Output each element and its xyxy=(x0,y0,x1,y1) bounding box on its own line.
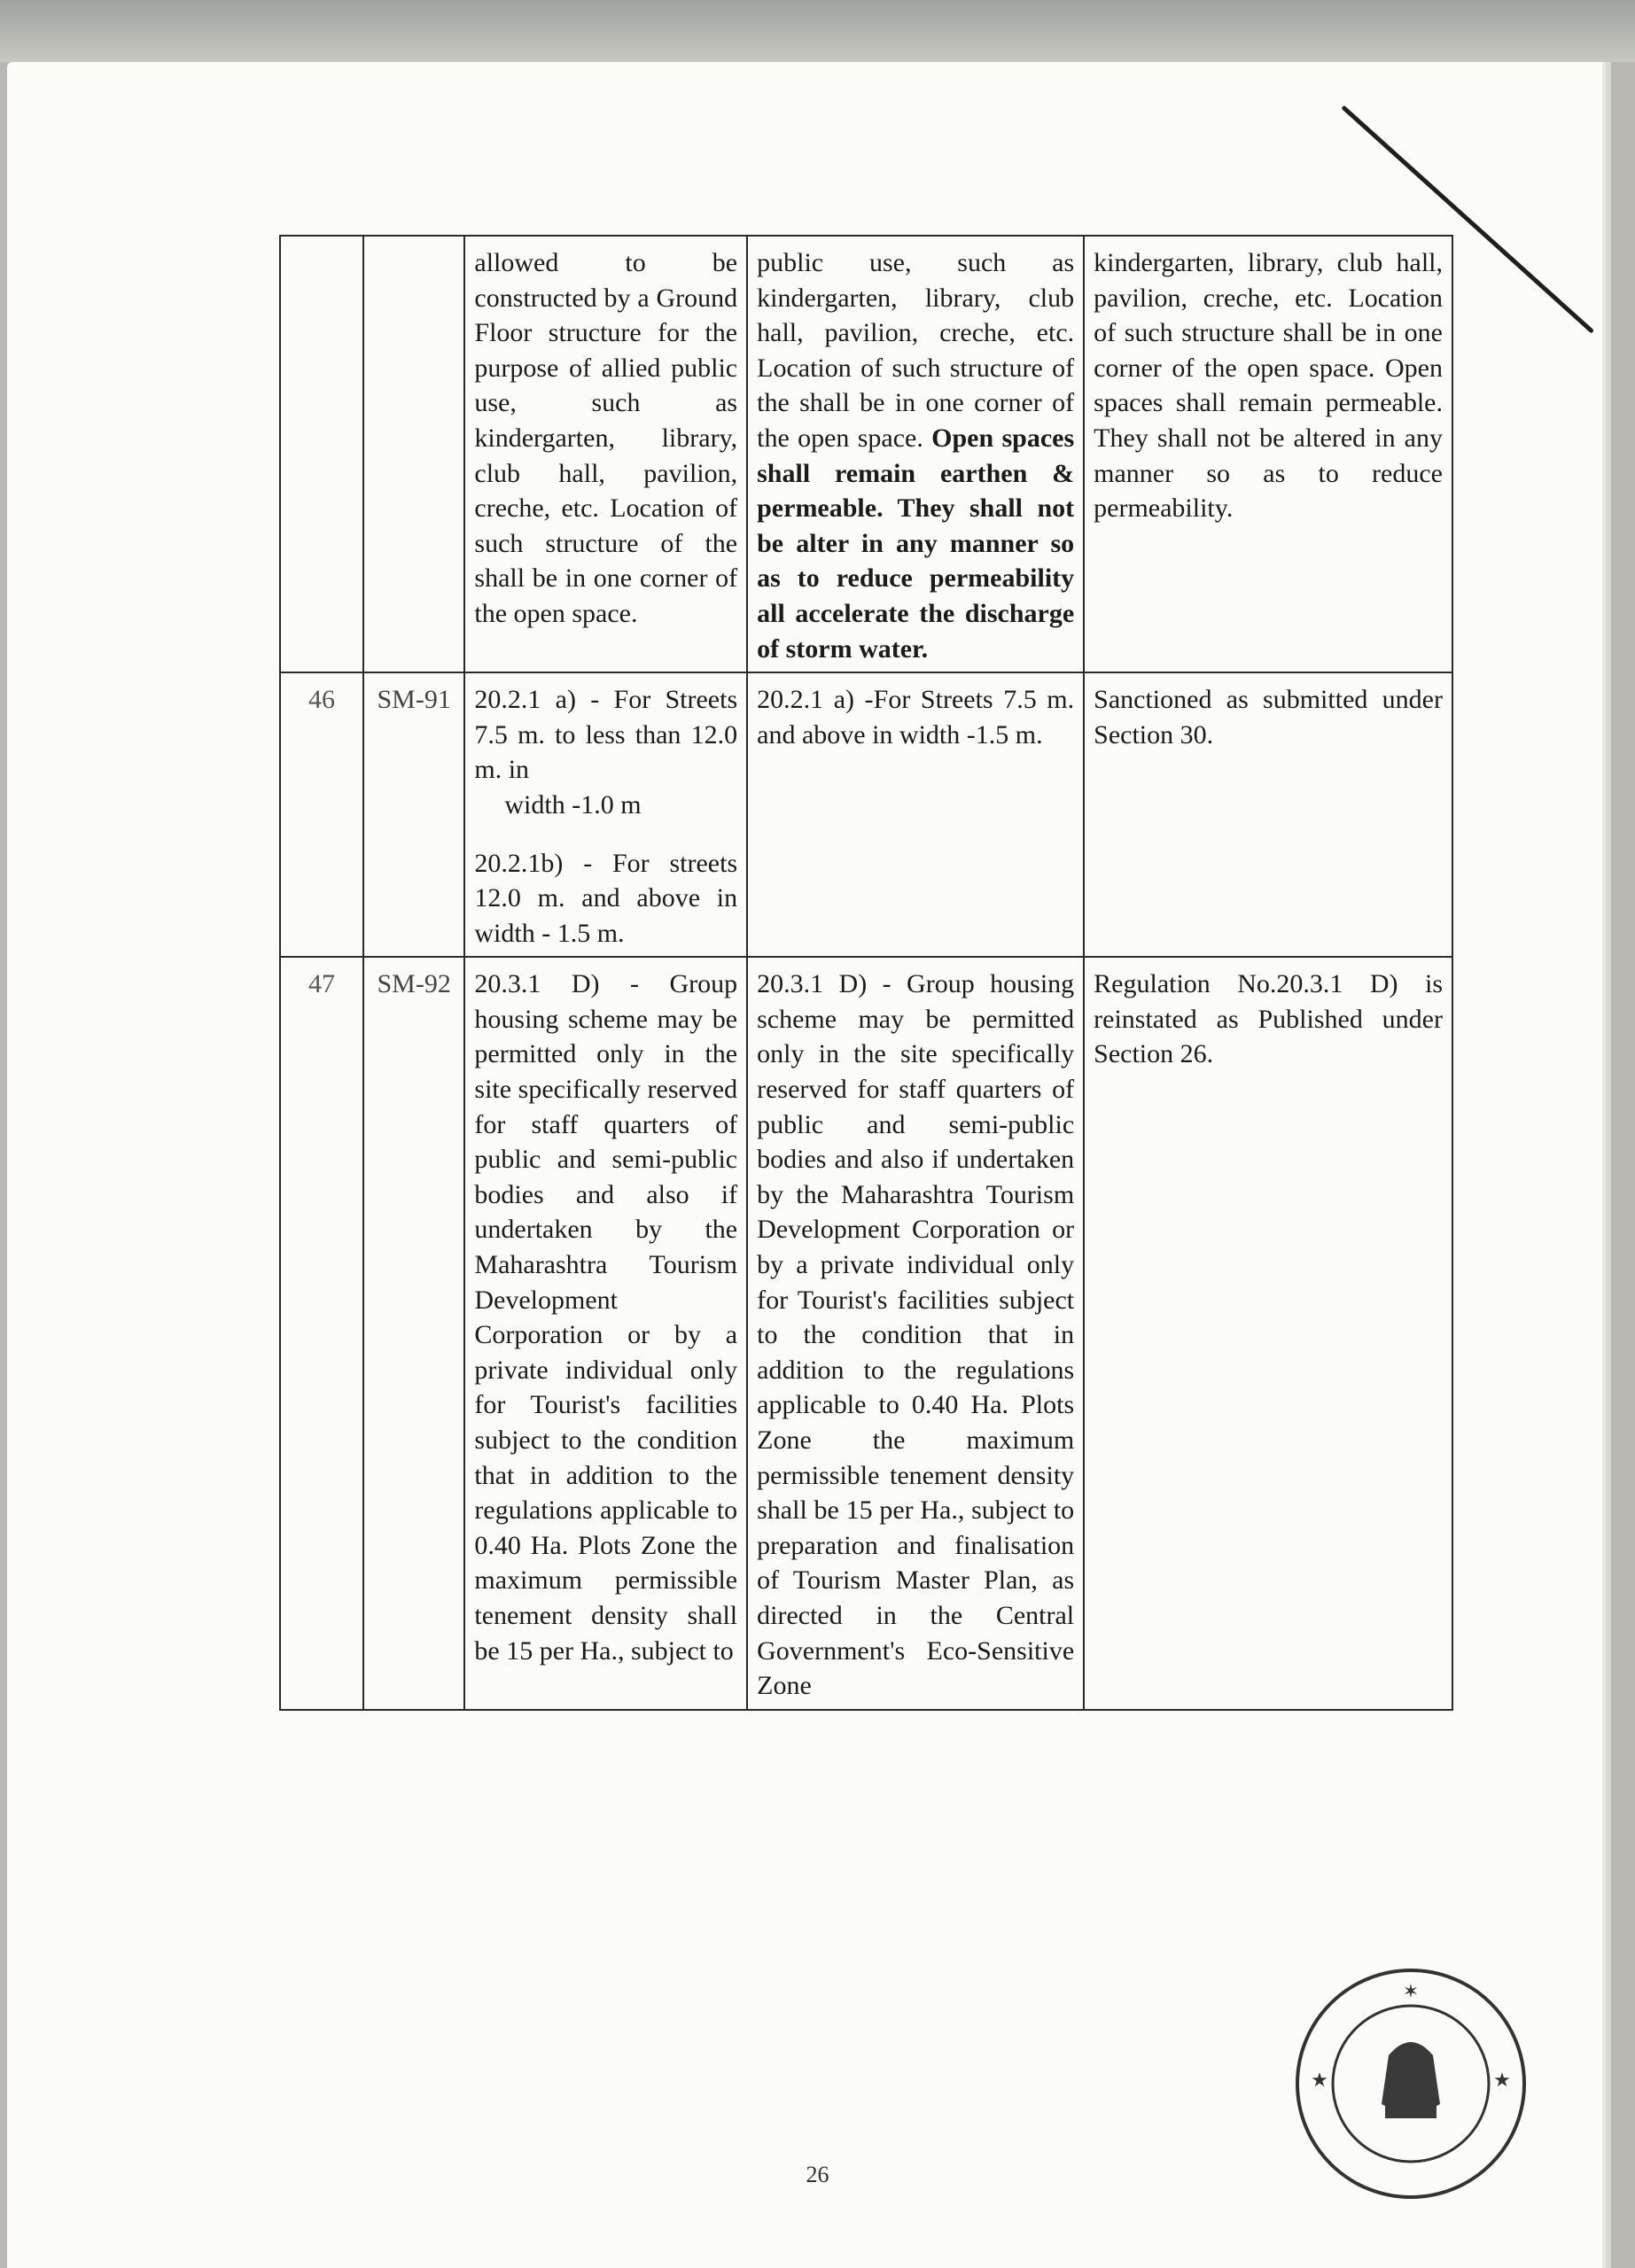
modification-code: SM-91 xyxy=(363,672,464,957)
modification-code: SM-92 xyxy=(363,957,464,1709)
serial-number xyxy=(280,236,363,672)
regulations-table xyxy=(279,235,1453,1711)
sanctioned-text-cell xyxy=(1084,672,1452,957)
table-row xyxy=(280,957,1452,1709)
svg-text:★: ★ xyxy=(1493,2070,1511,2092)
sanctioned-text: Regulation No.20.3.1 D) is reinstated as Published under Section 26. xyxy=(1094,969,1443,1069)
sanctioned-text-cell xyxy=(1084,236,1452,672)
submitted-text: 20.2.1 a) -For Streets 7.5 m. and above in width -1.5 m. xyxy=(757,685,1075,750)
sanctioned-text-cell xyxy=(1084,957,1452,1709)
scan-background xyxy=(0,0,1635,62)
table-row xyxy=(280,672,1452,957)
table-row xyxy=(280,236,1452,672)
submitted-text: public use, such as kindergarten, library, club hall, pavilion, creche, etc. Location of such structure of the shall be in one corner of the open space. xyxy=(757,248,1075,453)
svg-text:✶: ✶ xyxy=(1402,1981,1420,2003)
sanctioned-text: Sanctioned as submitted under Section 30. xyxy=(1094,685,1443,750)
svg-text:★: ★ xyxy=(1311,2070,1328,2092)
published-text: 20.2.1 a) - For Streets 7.5 m. to less than 12.0 m. in xyxy=(474,685,738,785)
serial-number: 46 xyxy=(280,672,363,957)
published-text: 20.3.1 D) - Group housing scheme may be permitted only in the site specifically reserved for staff quarters of public and semi-public bodies and also if undertaken by the Maharashtra Tourism Development Corporation or by a private individual only for Tourist's facilities subject to the condition that in addition to the regulations applicable to 0.40 Ha. Plots Zone the maximum permissible tenement density shall be 15 per Ha., subject to xyxy=(474,969,738,1666)
submitted-text-cell xyxy=(747,672,1084,957)
serial-number: 47 xyxy=(280,957,363,1709)
published-text: allowed to be constructed by a Ground Floor structure for the purpose of allied public use, such as kindergarten, library, club hall, pavilion, creche, etc. Location of such structure of the shall be in one corner of the open space. xyxy=(474,248,738,628)
modification-code xyxy=(363,236,464,672)
submitted-text: 20.3.1 D) - Group housing scheme may be permitted only in the site specifically reserved for staff quarters of public and semi-public bodies and also if undertaken by the Maharashtra Tourism Development Corporation or by a private individual only for Tourist's facilities subject to the condition that in addition to the regulations applicable to 0.40 Ha. Plots Zone the maximum permissible tenement density shall be 15 per Ha., subject to preparation and finalisation of Tourism Master Plan, as directed in the Central Government's Eco-Sensitive Zone xyxy=(757,969,1075,1701)
sanctioned-text: kindergarten, library, club hall, pavilion, creche, etc. Location of such structure shall be in one corner of the open space. Open spaces shall remain permeable. They shall not be altered in any manner so as to reduce permeability. xyxy=(1094,248,1443,524)
submitted-text-cell xyxy=(747,236,1084,672)
published-text-cell xyxy=(464,957,747,1709)
published-text: 20.2.1b) - For streets 12.0 m. and above in width - 1.5 m. xyxy=(474,848,738,948)
page-number: 26 xyxy=(806,2162,829,2187)
published-text-cell xyxy=(464,672,747,957)
published-text-cell xyxy=(464,236,747,672)
submitted-text-cell xyxy=(747,957,1084,1709)
submitted-bold-text: Open spaces shall remain earthen & permeable. They shall not be alter in any manner so as to reduce permeability all accelerate the discharge of storm water. xyxy=(757,423,1075,664)
published-text: width -1.0 m xyxy=(504,789,642,819)
